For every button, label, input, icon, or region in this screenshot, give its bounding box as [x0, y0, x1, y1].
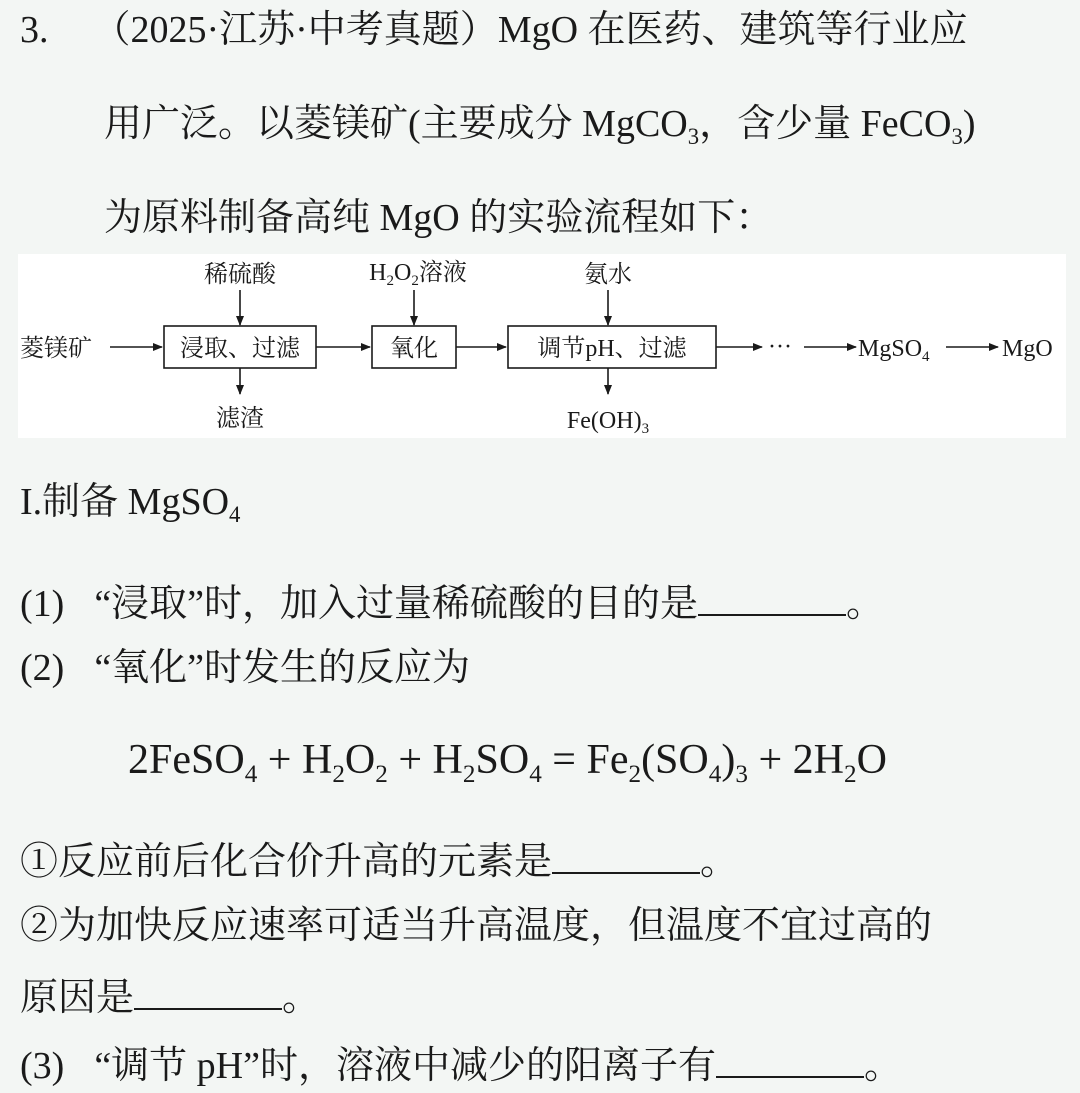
question-number: 3. [20, 9, 49, 51]
q2-number: (2) [20, 647, 65, 689]
question-1: (1) “浸取”时，加入过量稀硫酸的目的是 。 [20, 578, 884, 626]
q2-text: “氧化”时发生的反应为 [94, 647, 471, 689]
q2-sub1-answer-blank[interactable] [552, 836, 700, 874]
q2-sub1-text: ①反应前后化合价升高的元素是 [20, 841, 553, 884]
step1-label: 浸取、过滤 [180, 336, 300, 362]
question-3: (3) “调节 pH”时，溶液中减少的阳离子有 。 [20, 1040, 902, 1088]
flow-product-mgso4: MgSO$_4$ [858, 336, 930, 365]
question-2-part-2-cont: 原因是 。 [20, 972, 320, 1020]
flow-input-ore: 菱镁矿 [20, 336, 92, 362]
step3-label: 调节pH、过滤 [537, 336, 687, 362]
step2-reagent: $H_2O_2$溶液 [369, 260, 467, 289]
q3-answer-blank[interactable] [716, 1040, 864, 1078]
question-source: （2025·江苏·中考真题） [92, 9, 498, 51]
question-intro-1: MgO 在医药、建筑等行业应 [497, 9, 968, 51]
q3-text: “调节 pH”时，溶液中减少的阳离子有 [94, 1045, 716, 1088]
flow-product-mgo: MgO [1002, 336, 1053, 362]
process-flowchart [18, 254, 1066, 438]
reaction-equation: 2FeSO$_4$ + $H_2O_2 + H_2SO_4 = Fe_2(SO_4)_3 + 2H_2O$ [128, 737, 887, 788]
step3-reagent: 氨水 [584, 262, 632, 288]
step1-output: 滤渣 [216, 406, 264, 432]
question-2-part-1: ①反应前后化合价升高的元素是 。 [20, 836, 738, 884]
step3-output: $Fe(OH)_3$ [566, 408, 650, 437]
question-line-3: 为原料制备高纯 MgO 的实验流程如下： [104, 197, 774, 239]
question-2 [20, 646, 470, 690]
q2-sub2-text: ②为加快反应速率可适当升高温度，但温度不宜过高的 [20, 905, 933, 947]
question-line-1 [20, 8, 968, 52]
step2-label: 氧化 [390, 336, 438, 362]
q2-sub2-answer-blank[interactable] [134, 972, 282, 1010]
q1-answer-blank[interactable] [698, 578, 846, 616]
flowchart-svg [18, 254, 1066, 438]
step1-reagent: 稀硫酸 [204, 262, 276, 288]
question-2-part-2 [20, 904, 932, 948]
q3-number: (3) [20, 1045, 65, 1088]
section-heading: I.制备 MgSO$_4$ [20, 481, 241, 527]
q1-text: “浸取”时，加入过量稀硫酸的目的是 [94, 583, 699, 626]
q1-number: (1) [20, 583, 65, 626]
flow-ellipsis: ··· [768, 334, 792, 360]
question-line-2: 用广泛。以菱镁矿(主要成分 MgCO$_3$，含少量 FeCO$_3$) [104, 103, 976, 149]
